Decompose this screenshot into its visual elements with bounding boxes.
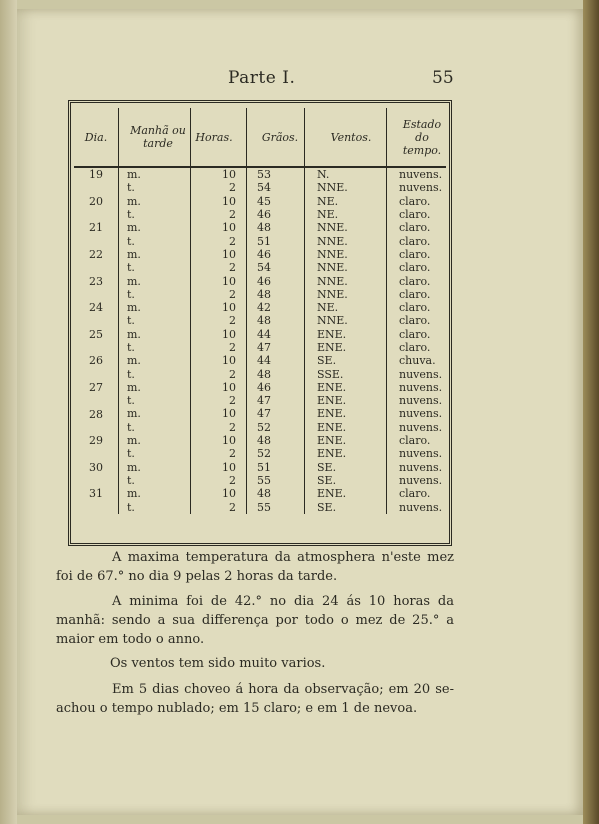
cell-ventos: NE. [305, 301, 387, 314]
cell-estado: nuvens. [387, 500, 447, 513]
cell-ventos: ENE. [305, 381, 387, 394]
paragraph-maxima: A maxima temperatura da atmosphera n'este mez foi de 67.° no dia 9 pelas 2 horas da tarde. [56, 550, 454, 584]
table-row [74, 381, 446, 394]
col-header-graos: Grãos. [247, 108, 305, 167]
cell-ventos: NNE. [305, 288, 387, 301]
cell-ventos: ENE. [305, 447, 387, 460]
cell-graos: 55 [247, 500, 305, 513]
cell-horas: 2 [191, 288, 247, 301]
cell-graos: 55 [247, 474, 305, 487]
col-header-manha: Manhã ou tarde [119, 108, 191, 167]
cell-ventos: SE. [305, 500, 387, 513]
cell-manha-tarde: t. [119, 261, 191, 274]
cell-horas: 10 [191, 274, 247, 287]
cell-dia [74, 500, 119, 513]
cell-graos: 52 [247, 421, 305, 434]
cell-manha-tarde: m. [119, 434, 191, 447]
cell-ventos: ENE. [305, 421, 387, 434]
cell-ventos: SE. [305, 354, 387, 367]
cell-dia: 24 [89, 301, 103, 315]
cell-manha-tarde: m. [119, 461, 191, 474]
cell-horas: 10 [191, 167, 247, 181]
cell-manha-tarde: m. [119, 301, 191, 314]
cell-horas: 2 [191, 314, 247, 327]
cell-estado: nuvens. [387, 474, 447, 487]
cell-dia: 26 [89, 354, 103, 368]
cell-horas: 10 [191, 301, 247, 314]
cell-manha-tarde: t. [119, 394, 191, 407]
cell-ventos: ENE. [305, 407, 387, 420]
cell-estado: claro. [387, 301, 447, 314]
cell-graos: 47 [247, 407, 305, 420]
cell-manha-tarde: t. [119, 234, 191, 247]
cell-dia: 20 [89, 194, 103, 208]
cell-graos: 48 [247, 314, 305, 327]
cell-dia: 27 [89, 381, 103, 395]
table-row [74, 234, 446, 247]
cell-manha-tarde: t. [119, 367, 191, 380]
cell-graos: 42 [247, 301, 305, 314]
cell-graos: 47 [247, 341, 305, 354]
table-row [74, 274, 446, 287]
cell-ventos: ENE. [305, 394, 387, 407]
cell-graos: 48 [247, 367, 305, 380]
cell-horas: 10 [191, 461, 247, 474]
table-row [74, 167, 446, 181]
cell-estado: claro. [387, 221, 447, 234]
cell-estado: nuvens. [387, 394, 447, 407]
table-row [74, 248, 446, 261]
cell-ventos: SE. [305, 474, 387, 487]
cell-estado: claro. [387, 208, 447, 221]
cell-graos: 46 [247, 381, 305, 394]
cell-horas: 10 [191, 407, 247, 420]
cell-graos: 48 [247, 434, 305, 447]
cell-graos: 45 [247, 195, 305, 208]
cell-manha-tarde: m. [119, 274, 191, 287]
table-row [74, 407, 446, 420]
cell-horas: 10 [191, 195, 247, 208]
cell-horas: 2 [191, 421, 247, 434]
cell-manha-tarde: m. [119, 167, 191, 181]
cell-estado: claro. [387, 261, 447, 274]
cell-manha-tarde: t. [119, 181, 191, 194]
col-header-estado: Estado do tempo. [387, 108, 447, 167]
table-row [74, 474, 446, 487]
cell-estado: claro. [387, 341, 447, 354]
paragraph-minima: A minima foi de 42.° no dia 24 ás 10 horas da manhã: sendo a sua differença por todo o mez de 25.° a maior em todo o anno. [56, 594, 454, 647]
cell-estado: claro. [387, 328, 447, 341]
cell-horas: 10 [191, 248, 247, 261]
cell-estado: claro. [387, 248, 447, 261]
cell-dia [74, 341, 119, 354]
cell-graos: 46 [247, 208, 305, 221]
cell-estado: nuvens. [387, 461, 447, 474]
cell-estado: chuva. [387, 354, 447, 367]
table-body [74, 167, 446, 514]
cell-manha-tarde: t. [119, 208, 191, 221]
cell-graos: 54 [247, 261, 305, 274]
table-row [74, 367, 446, 380]
cell-estado: claro. [387, 274, 447, 287]
cell-dia [74, 367, 119, 380]
cell-graos: 48 [247, 221, 305, 234]
col-header-ventos: Ventos. [305, 108, 387, 167]
cell-estado: claro. [387, 195, 447, 208]
table-row [74, 181, 446, 194]
book-spine-edge [583, 0, 599, 824]
cell-manha-tarde: t. [119, 288, 191, 301]
col-header-dia: Dia. [74, 108, 119, 167]
cell-dia: 22 [89, 248, 103, 262]
table-row [74, 221, 446, 234]
cell-dia [74, 288, 119, 301]
cell-ventos: NNE. [305, 248, 387, 261]
cell-graos: 46 [247, 248, 305, 261]
cell-horas: 2 [191, 500, 247, 513]
cell-horas: 10 [191, 328, 247, 341]
cell-manha-tarde: t. [119, 447, 191, 460]
cell-manha-tarde: t. [119, 474, 191, 487]
cell-graos: 47 [247, 394, 305, 407]
cell-ventos: NNE. [305, 314, 387, 327]
table-row [74, 314, 446, 327]
table-row [74, 354, 446, 367]
cell-dia: 25 [89, 327, 103, 341]
cell-ventos: NE. [305, 208, 387, 221]
cell-ventos: NNE. [305, 181, 387, 194]
cell-ventos: NNE. [305, 221, 387, 234]
cell-horas: 2 [191, 181, 247, 194]
cell-horas: 2 [191, 341, 247, 354]
cell-estado: nuvens. [387, 381, 447, 394]
book-gutter [0, 0, 17, 824]
cell-graos: 48 [247, 487, 305, 500]
table-row [74, 301, 446, 314]
table-row [74, 261, 446, 274]
table-row [74, 500, 446, 513]
cell-dia [74, 314, 119, 327]
table-row [74, 394, 446, 407]
cell-graos: 44 [247, 328, 305, 341]
cell-graos: 51 [247, 461, 305, 474]
cell-horas: 10 [191, 221, 247, 234]
cell-horas: 10 [191, 487, 247, 500]
cell-estado: claro. [387, 234, 447, 247]
cell-estado: claro. [387, 487, 447, 500]
cell-ventos: SSE. [305, 367, 387, 380]
weather-table [74, 108, 446, 514]
cell-ventos: NE. [305, 195, 387, 208]
cell-estado: nuvens. [387, 447, 447, 460]
table-row [74, 461, 446, 474]
table-row [74, 341, 446, 354]
cell-graos: 46 [247, 274, 305, 287]
cell-manha-tarde: t. [119, 500, 191, 513]
page-number: 55 [432, 68, 454, 88]
cell-ventos: ENE. [305, 328, 387, 341]
table-row [74, 447, 446, 460]
cell-dia [74, 181, 119, 194]
cell-estado: nuvens. [387, 167, 447, 181]
cell-manha-tarde: m. [119, 248, 191, 261]
cell-ventos: NNE. [305, 261, 387, 274]
cell-ventos: NNE. [305, 234, 387, 247]
table-header-row [74, 108, 446, 167]
cell-manha-tarde: m. [119, 407, 191, 420]
running-header: Parte I. [228, 68, 296, 88]
cell-dia: 31 [89, 487, 103, 501]
col-header-horas: Horas. [191, 108, 247, 167]
cell-graos: 44 [247, 354, 305, 367]
table-row [74, 328, 446, 341]
paragraph-dias: Em 5 dias choveo á hora da observação; em 20 se-achou o tempo nublado; em 15 claro; e em 1 de nevoa. [56, 682, 454, 716]
table-row [74, 288, 446, 301]
cell-dia: 19 [89, 168, 103, 182]
cell-dia [74, 474, 119, 487]
cell-ventos: N. [305, 167, 387, 181]
cell-graos: 48 [247, 288, 305, 301]
cell-dia: 23 [89, 274, 103, 288]
cell-dia [74, 447, 119, 460]
cell-manha-tarde: m. [119, 381, 191, 394]
cell-graos: 52 [247, 447, 305, 460]
cell-dia [74, 394, 119, 407]
cell-dia: 30 [89, 460, 103, 474]
cell-dia [74, 421, 119, 434]
cell-horas: 2 [191, 367, 247, 380]
cell-graos: 53 [247, 167, 305, 181]
cell-estado: claro. [387, 314, 447, 327]
cell-estado: nuvens. [387, 367, 447, 380]
cell-graos: 54 [247, 181, 305, 194]
cell-estado: nuvens. [387, 181, 447, 194]
cell-manha-tarde: t. [119, 314, 191, 327]
cell-horas: 10 [191, 354, 247, 367]
table-row [74, 487, 446, 500]
cell-ventos: ENE. [305, 487, 387, 500]
cell-horas: 2 [191, 261, 247, 274]
table-row [74, 421, 446, 434]
cell-manha-tarde: m. [119, 221, 191, 234]
cell-horas: 2 [191, 234, 247, 247]
cell-graos: 51 [247, 234, 305, 247]
cell-ventos: ENE. [305, 341, 387, 354]
cell-manha-tarde: m. [119, 328, 191, 341]
cell-estado: claro. [387, 288, 447, 301]
cell-dia: 28 [89, 407, 103, 421]
cell-ventos: NNE. [305, 274, 387, 287]
cell-dia [74, 261, 119, 274]
cell-manha-tarde: m. [119, 354, 191, 367]
cell-horas: 2 [191, 208, 247, 221]
cell-manha-tarde: t. [119, 341, 191, 354]
table-row [74, 208, 446, 221]
cell-horas: 2 [191, 447, 247, 460]
cell-horas: 2 [191, 394, 247, 407]
cell-manha-tarde: t. [119, 421, 191, 434]
table-row [74, 195, 446, 208]
cell-estado: claro. [387, 434, 447, 447]
cell-ventos: SE. [305, 461, 387, 474]
cell-manha-tarde: m. [119, 487, 191, 500]
cell-manha-tarde: m. [119, 195, 191, 208]
cell-dia: 21 [89, 221, 103, 235]
cell-estado: nuvens. [387, 407, 447, 420]
cell-horas: 2 [191, 474, 247, 487]
cell-dia [74, 234, 119, 247]
cell-horas: 10 [191, 381, 247, 394]
cell-estado: nuvens. [387, 421, 447, 434]
paragraph-ventos: Os ventos tem sido muito varios. [110, 656, 326, 671]
cell-dia: 29 [89, 434, 103, 448]
cell-horas: 10 [191, 434, 247, 447]
table-row [74, 434, 446, 447]
cell-ventos: ENE. [305, 434, 387, 447]
cell-dia [74, 208, 119, 221]
